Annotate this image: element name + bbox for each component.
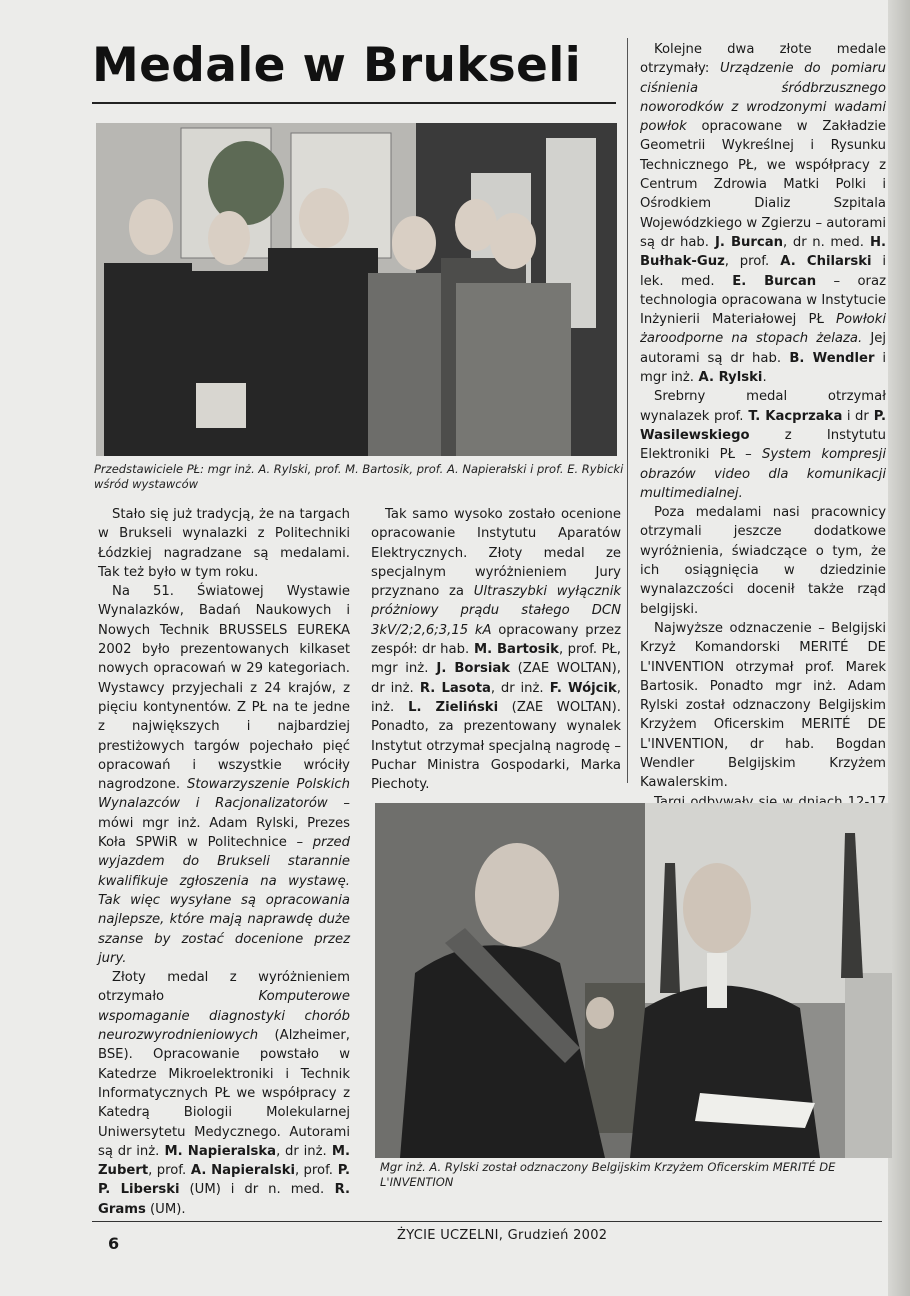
- column-3: [640, 40, 886, 831]
- award-photo-image: [375, 803, 892, 1158]
- col1-paragraph-3: [98, 968, 350, 1219]
- col2-p1-b: opracowany przez zespół: dr hab.: [371, 622, 621, 658]
- col3-p1-b: opracowane w Zakładzie Geometrii Wykreślnej i Rysunku Technicznego PŁ, we współpracy z Centrum Zdrowia Matki Polki i Ośrodkiem Dializ Szpitala Wojewódzkiego w Zgierzu – autorami są dr hab.: [640, 119, 886, 250]
- group-photo-image: [96, 123, 617, 456]
- col2-p1-f: , inż.: [371, 680, 621, 715]
- author-name: B. Wendler: [781, 350, 875, 366]
- col3-p1-e: i lek. med.: [640, 254, 886, 289]
- col3-p1-f: – oraz technologia opracowana w Instytucie Inżynierii Materiałowej PŁ: [640, 273, 886, 328]
- author-name: F. Wójcik: [543, 680, 617, 696]
- col1-p3-d: , prof.: [148, 1163, 187, 1179]
- col2-paragraph-1: [371, 505, 621, 794]
- author-name: M. Napieralska: [159, 1143, 277, 1159]
- col2-p1-a: Tak samo wysoko zostało ocenione opracowanie Instytutu Aparatów Elektrycznych. Złoty medal ze specjalnym wyróżnieniem Jury przyznano za: [371, 507, 621, 600]
- col2-p1-e: , dr inż.: [490, 680, 544, 696]
- author-name: H. Bułhak-Guz: [640, 234, 887, 270]
- author-name: E. Burcan: [714, 273, 817, 289]
- col3-p1-h: i mgr inż.: [640, 350, 887, 386]
- group-photo: [96, 123, 617, 456]
- author-name: R. Lasota: [413, 680, 491, 696]
- col3-paragraph-2: [640, 387, 886, 503]
- author-name: A. Rylski: [693, 370, 763, 386]
- col2-p1-c: , prof. PŁ, mgr inż.: [371, 642, 622, 677]
- col1-p3-g: (UM).: [145, 1201, 186, 1217]
- footer-rule: [92, 1221, 882, 1222]
- col1-p3-c: , dr inż.: [276, 1143, 327, 1159]
- column-1: [98, 505, 350, 1219]
- col1-paragraph-1: Stało się już tradycją, że na targach w Brukseli wynalazki z Politechniki Łódzkiej nagradzane są medalami. Tak też było w tym roku.: [98, 507, 350, 580]
- award-photo: [375, 803, 892, 1158]
- article-title: Medale w Brukseli: [92, 38, 582, 93]
- col3-p2-b: i dr: [842, 408, 869, 424]
- author-name: J. Burcan: [709, 234, 784, 250]
- col3-p1-i: .: [762, 370, 767, 386]
- author-name: L. Zieliński: [394, 699, 499, 715]
- col3-p1-a: Kolejne dwa złote medale otrzymały:: [640, 42, 886, 77]
- col1-p3-b: (Alzheimer, BSE). Opracowanie powstało w Katedrze Mikroelektroniki i Technik Informatycznych PŁ we współpracy z Katedrą Biologii Molekularnej Uniwersytetu Medycznego. Autorami są dr inż.: [98, 1028, 350, 1159]
- author-name: P. P. Liberski: [98, 1163, 350, 1198]
- author-name: R. Grams: [98, 1182, 350, 1217]
- col1-p2-org: Stowarzyszenie Polskich Wynalazców i Racjonalizatorów: [98, 777, 350, 812]
- col3-paragraph-4: Najwyższe odznaczenie – Belgijski Krzyż Komandorski MERITÉ DE L'INVENTION otrzymał prof. Marek Bartosik. Ponadto mgr inż. Adam Rylski został odznaczony Belgijskim Krzyżem Oficerskim MERITÉ DE L'INVENTION, dr hab. Bogdan Wendler Belgijskim Krzyżem Kawalerskim.: [640, 620, 886, 791]
- col1-p2-text: Na 51. Światowej Wystawie Wynalazków, Badań Naukowych i Nowych Technik BRUSSELS EUREKA 2002 było prezentowanych kilkaset nowych opracowań w 29 kategoriach. Wystawcy przyjechali z 24 krajów, z pięciu kontynentów. Z PŁ na te jedne z największych i najbardziej prestiżowych targów pojechało pięć opracowań i wszystkie wróciły nagrodzone.: [98, 584, 350, 793]
- col3-paragraph-3: Poza medalami nasi pracownicy otrzymali jeszcze dodatkowe wyróżnienia, świadczące o tym, że ich osiągnięcia w dziedzinie wynalazczości docenił także rząd belgijski.: [640, 505, 886, 617]
- col3-p1-g: Jej autorami są dr hab.: [640, 331, 887, 366]
- photo1-caption: Przedstawiciele PŁ: mgr inż. A. Rylski, prof. M. Bartosik, prof. A. Napierałski i prof. E. Rybicki wśród wystawców: [94, 462, 624, 491]
- col3-p1-title-2: Powłoki żaroodporne na stopach żelaza.: [640, 312, 886, 347]
- col3-p2-title: System kompresji obrazów video dla komunikacji multimedialnej.: [640, 447, 886, 501]
- col2-p1-title: Ultraszybki wyłącznik próżniowy prądu stałego DCN 3kV/2;2,6;3,15 kA: [371, 584, 621, 638]
- column-rule: [627, 38, 628, 783]
- author-name: M. Bartosik: [469, 642, 559, 658]
- col1-p3-e: , prof.: [295, 1163, 333, 1179]
- col2-p1-g: (ZAE WOLTAN). Ponadto, za prezentowany wynalek Instytut otrzymał specjalną nagrodę – Puchar Ministra Gospodarki, Marka Piechoty.: [371, 699, 621, 793]
- page-number: 6: [108, 1234, 120, 1253]
- col3-p1-c: , dr n. med.: [783, 234, 864, 250]
- col3-paragraph-1: [640, 40, 886, 387]
- col1-p3-title: Komputerowe wspomaganie diagnostyki chorób neurozwyrodnieniowych: [98, 989, 350, 1044]
- col2-p1-d: (ZAE WOLTAN), dr inż.: [371, 661, 621, 696]
- publication-footer: ŻYCIE UCZELNI, Grudzień 2002: [397, 1228, 608, 1243]
- author-name: P. Wasilewskiego: [640, 408, 887, 443]
- author-name: A. Napieralski: [186, 1163, 295, 1179]
- col1-p2-dash: – mówi mgr inż. Adam Rylski, Prezes Koła SPWiR w Politechnice –: [98, 796, 350, 851]
- title-rule: [92, 102, 616, 104]
- col1-p3-f: (UM) i dr n. med.: [179, 1182, 325, 1198]
- col3-p2-a: Srebrny medal otrzymał wynalazek prof.: [640, 389, 886, 424]
- col1-paragraph-2: [98, 582, 350, 968]
- author-name: J. Borsiak: [428, 661, 511, 677]
- col3-p2-c: z Instytutu Elektroniki PŁ –: [640, 427, 886, 463]
- author-name: T. Kacprzaka: [743, 408, 843, 424]
- author-name: M. Zubert: [98, 1143, 350, 1179]
- author-name: A. Chilarski: [769, 254, 872, 270]
- col1-p2-quote: przed wyjazdem do Brukseli starannie kwalifikuje zgłoszenia na wystawę. Tak więc wysyłane są opracowania najlepsze, które mają naprawdę duże szanse by zostać docenione przez jury.: [98, 835, 350, 966]
- column-2: [371, 505, 621, 794]
- col1-p3-a: Złoty medal z wyróżnieniem otrzymało: [98, 970, 350, 1005]
- col3-p1-title-1: Urządzenie do pomiaru ciśnienia śródbrzusznego noworodków z wrodzonymi wadami powłok: [640, 61, 886, 135]
- col3-p1-d: , prof.: [724, 254, 770, 270]
- photo2-caption: Mgr inż. A. Rylski został odznaczony Belgijskim Krzyżem Oficerskim MERITÉ DE L'INVENTION: [380, 1160, 836, 1189]
